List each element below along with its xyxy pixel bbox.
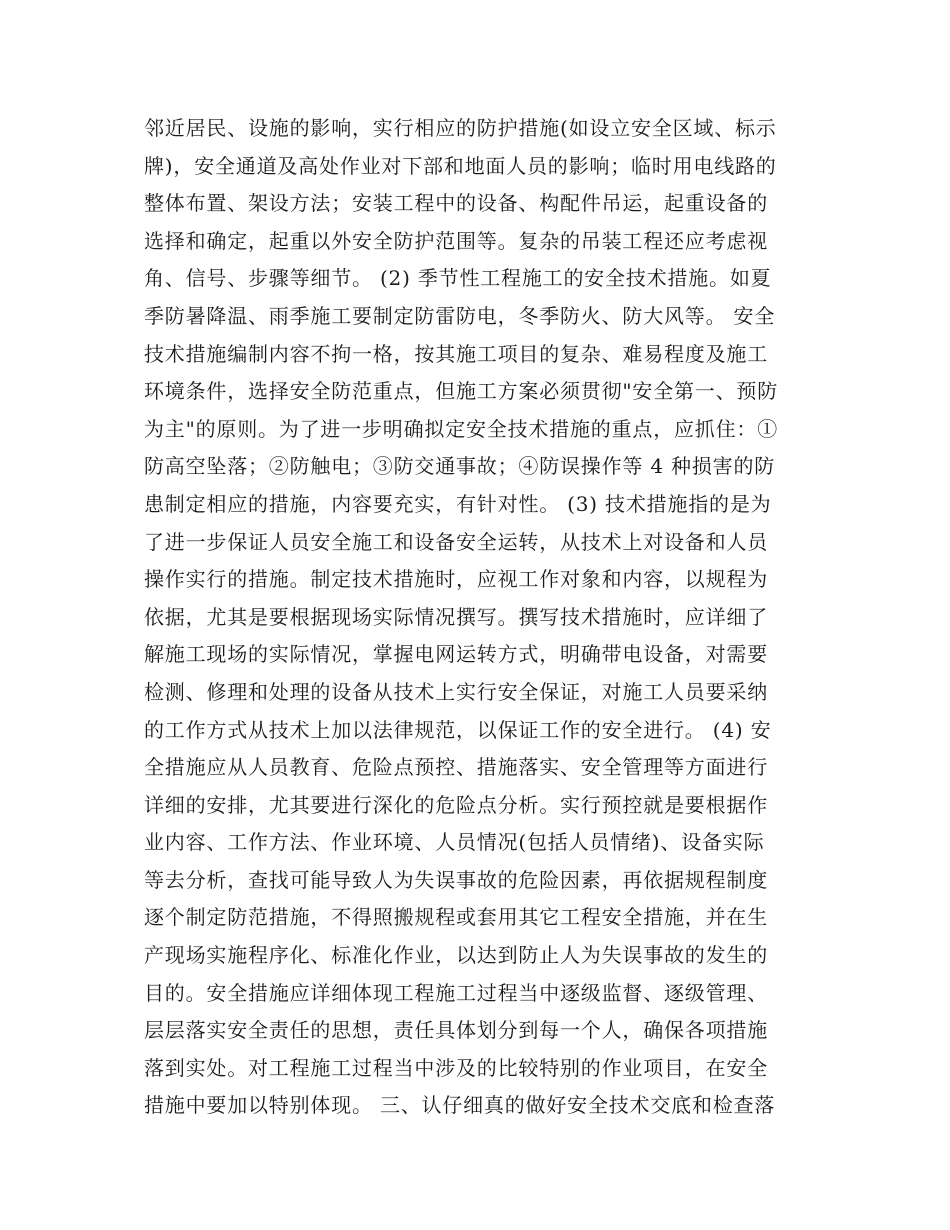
text-line: 技术措施编制内容不拘一格，按其施工项目的复杂、难易程度及施工 — [144, 341, 768, 366]
text-line: 产现场实施程序化、标准化作业，以达到防止人为失误事故的发生的 — [144, 943, 768, 968]
text-line: 详细的安排，尤其要进行深化的危险点分析。实行预控就是要根据作 — [144, 792, 768, 817]
text-line: 环境条件，选择安全防范重点，但施工方案必须贯彻"安全第一、预防 — [144, 379, 778, 404]
text-line: 了进一步保证人员安全施工和设备安全运转，从技术上对设备和人员 — [144, 529, 768, 554]
text-line: 为主"的原则。为了进一步明确拟定安全技术措施的重点，应抓住：① — [144, 416, 778, 441]
text-line: 目的。安全措施应详细体现工程施工过程当中逐级监督、逐级管理、 — [144, 980, 768, 1005]
text-line: 业内容、工作方法、作业环境、人员情况(包括人员情绪)、设备实际 — [144, 830, 765, 855]
text-line: 依据，尤其是要根据现场实际情况撰写。撰写技术措施时，应详细了 — [144, 604, 768, 629]
text-line: 的工作方式从技术上加以法律规范，以保证工作的安全进行。 (4) 安 — [144, 717, 772, 742]
text-line: 整体布置、架设方法；安装工程中的设备、构配件吊运，起重设备的 — [144, 191, 768, 216]
text-line: 患制定相应的措施，内容要充实，有针对性。 (3) 技术措施指的是为 — [144, 491, 772, 516]
text-line: 防高空坠落；②防触电；③防交通事故；④防误操作等 4 种损害的防 — [144, 454, 776, 479]
text-line: 措施中要加以特别体现。 三、认仔细真的做好安全技术交底和检查落 — [144, 1093, 776, 1118]
text-line: 逐个制定防范措施，不得照搬规程或套用其它工程安全措施，并在生 — [144, 905, 768, 930]
text-line: 季防暑降温、雨季施工要制定防雷防电，冬季防火、防大风等。 安全 — [144, 303, 776, 328]
text-line: 解施工现场的实际情况，掌握电网运转方式，明确带电设备，对需要 — [144, 642, 768, 667]
text-line: 选择和确定，起重以外安全防护范围等。复杂的吊装工程还应考虑视 — [144, 228, 768, 253]
text-line: 检测、修理和处理的设备从技术上实行安全保证，对施工人员要采纳 — [144, 679, 768, 704]
text-line: 全措施应从人员教育、危险点预控、措施落实、安全管理等方面进行 — [144, 755, 768, 780]
text-line: 角、信号、步骤等细节。 (2) 季节性工程施工的安全技术措施。如夏 — [144, 266, 772, 291]
text-line: 牌)，安全通道及高处作业对下部和地面人员的影响；临时用电线路的 — [144, 153, 777, 178]
text-line: 邻近居民、设施的影响，实行相应的防护措施(如设立安全区域、标示 — [144, 116, 777, 140]
text-line: 层层落实安全责任的思想，责任具体划分到每一个人，确保各项措施 — [144, 1018, 768, 1043]
text-line: 等去分析，查找可能导致人为失误事故的危险因素，再依据规程制度 — [144, 867, 768, 892]
body-text — [144, 110, 814, 1125]
text-line: 操作实行的措施。制定技术措施时，应视工作对象和内容，以规程为 — [144, 567, 768, 592]
text-line: 落到实处。对工程施工过程当中涉及的比较特别的作业项目，在安全 — [144, 1055, 768, 1080]
